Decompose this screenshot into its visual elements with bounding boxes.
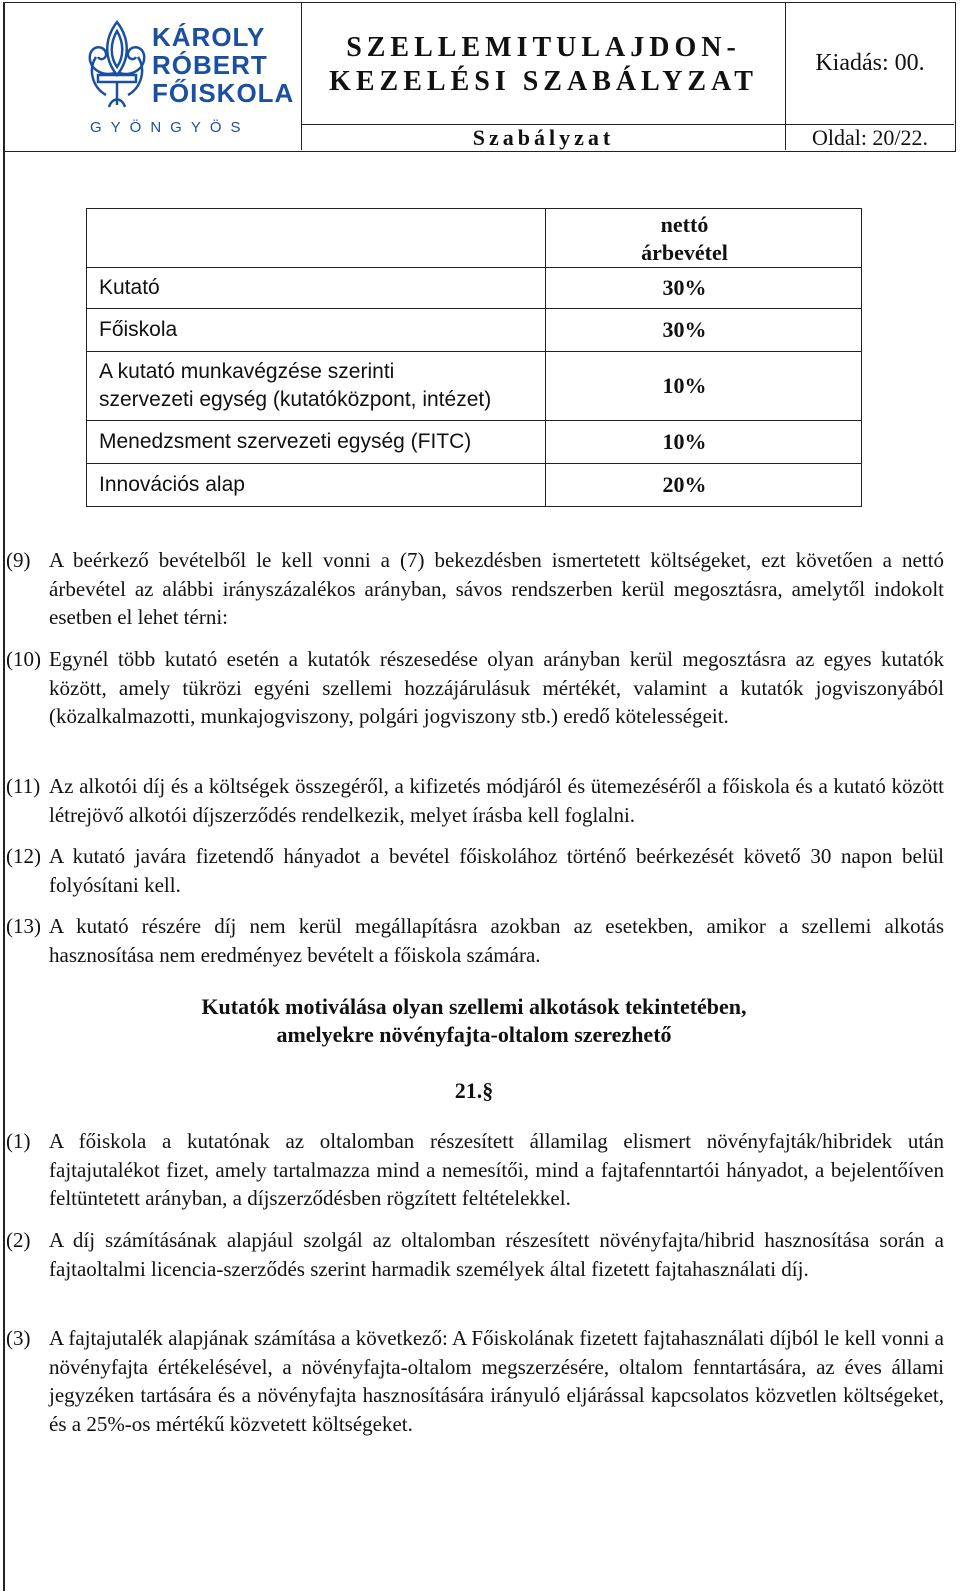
paragraph-number: (11): [6, 774, 41, 798]
row-label: Menedzsment szervezeti egység (FITC): [87, 421, 546, 464]
paragraph-9: [6, 546, 944, 632]
header-line-1: nettó: [660, 212, 709, 237]
paragraph-number: (2): [6, 1228, 31, 1252]
row-label: [87, 352, 546, 421]
row-value: 30%: [546, 268, 862, 309]
row-value: 30%: [546, 309, 862, 352]
table-header-value: [546, 209, 862, 268]
paragraph-number: (10): [6, 647, 41, 671]
table-row: [87, 268, 862, 309]
logo-line-2: RÓBERT: [152, 50, 268, 80]
logo-line-1: KÁROLY: [152, 22, 266, 52]
logo-line-3: FŐISKOLA: [152, 78, 295, 108]
paragraph-21-3: [6, 1324, 944, 1438]
table-header-empty: [87, 209, 546, 268]
paragraph-13: [6, 912, 944, 969]
paragraph-text: Egynél több kutató esetén a kutatók részesedése olyan arányban kerül megosztásra az egyes kutatók között, amely tükrözi egyéni szellemi hozzájárulásuk mértékét, valamint a kutatók jogviszonyából (közalkalmazotti, munkajogviszony, polgári jogviszony stb.) eredő kötelességeit.: [49, 647, 944, 728]
section-heading-line-2: amelyekre növényfajta-oltalom szerezhető: [276, 1022, 672, 1047]
page-number: Oldal: 20/22.: [811, 125, 929, 150]
paragraph-text: A főiskola a kutatónak az oltalomban részesített államilag elismert növényfajták/hibridek után fajtajutalékot fizet, amely tartalmazza mind a nemesítői, mind a fajtafenntartói hányadot, a bejelentőíven feltüntetett arányban, a díjszerződésben rögzített feltételekkel.: [49, 1129, 944, 1210]
paragraph-number: (1): [6, 1129, 31, 1153]
paragraph-21-1: [6, 1127, 944, 1213]
section-heading: [0, 993, 948, 1049]
document-title: [302, 3, 786, 125]
paragraph-number: (12): [6, 844, 41, 868]
title-line-2: KEZELÉSI SZABÁLYZAT: [329, 66, 758, 97]
row-value: 10%: [546, 352, 862, 421]
logo-city: GYÖNGYÖS: [90, 119, 250, 136]
paragraph-text: Az alkotói díj és a költségek összegéről, a kifizetés módjáról és ütemezéséről a főiskola és a kutató között létrejövő alkotói díjszerződés rendelkezik, melyet írásba kell foglalni.: [49, 774, 944, 827]
header-line-2: árbevétel: [641, 240, 728, 265]
paragraph-text: A kutató részére díj nem kerül megállapításra azokban az esetekben, amikor a szellemi alkotás hasznosítása nem eredményez bevételt a főiskola számára.: [49, 914, 944, 967]
table-row: [87, 421, 862, 464]
paragraph-text: A díj számításának alapjául szolgál az oltalomban részesített növényfajta/hibrid hasznosítása során a fajtaoltalmi licencia-szerződés szerint harmadik személyek által fizetett fajtahasználati díj.: [49, 1228, 944, 1281]
section-number: 21.§: [454, 1078, 494, 1103]
paragraph-text: A kutató javára fizetendő hányadot a bevétel főiskolához történő beérkezését követő 30 napon belül folyósítani kell.: [49, 844, 944, 897]
table-row: [87, 352, 862, 421]
table-header-row: [87, 209, 862, 268]
paragraph-12: [6, 842, 944, 899]
title-line-1: SZELLEMITULAJDON-: [346, 32, 741, 63]
document-header: [3, 2, 956, 152]
logo-cell: [4, 3, 302, 150]
paragraph-number: (3): [6, 1326, 31, 1350]
fleur-de-lis-icon: [82, 17, 152, 117]
paragraph-21-2: [6, 1226, 944, 1283]
document-type: Szabályzat: [302, 125, 786, 150]
table-row: [87, 309, 862, 352]
paragraph-number: (9): [6, 548, 31, 572]
paragraph-number: (13): [6, 914, 41, 938]
edition-label: Kiadás: 00.: [786, 3, 954, 125]
row-label: Főiskola: [87, 309, 546, 352]
section-heading-line-1: Kutatók motiválása olyan szellemi alkotások tekintetében,: [201, 994, 747, 1019]
row-value: 20%: [546, 464, 862, 507]
row-label: Kutató: [87, 268, 546, 309]
row-label-line-1: A kutató munkavégzése szerinti: [99, 360, 395, 383]
revenue-share-table: [86, 208, 862, 507]
paragraph-11: [6, 772, 944, 829]
paragraph-text: A fajtajutalék alapjának számítása a következő: A Főiskolának fizetett fajtahasználati díjból le kell vonni a növényfajta értékelésével, a növényfajta-oltalom megszerzésére, oltalom fenntartására, az éves állami jegyzéken tartására és a növényfajta hasznosítására irányuló eljárással kapcsolatos közvetlen költségeket, és a 25%-os mértékű közvetett költségeket.: [49, 1326, 944, 1436]
logo-wordmark: [152, 23, 294, 107]
row-label: Innovációs alap: [87, 464, 546, 507]
table-row: [87, 464, 862, 507]
paragraph-text: A beérkező bevételből le kell vonni a (7) bekezdésben ismertetett költségeket, ezt követően a nettó árbevétel az alábbi irányszázalékos arányban, sávos rendszerben kerül megosztásra, amelytől indokolt esetben el lehet térni:: [49, 548, 944, 629]
row-value: 10%: [546, 421, 862, 464]
row-label-line-2: szervezeti egység (kutatóközpont, intézet): [99, 388, 492, 411]
paragraph-10: [6, 645, 944, 731]
